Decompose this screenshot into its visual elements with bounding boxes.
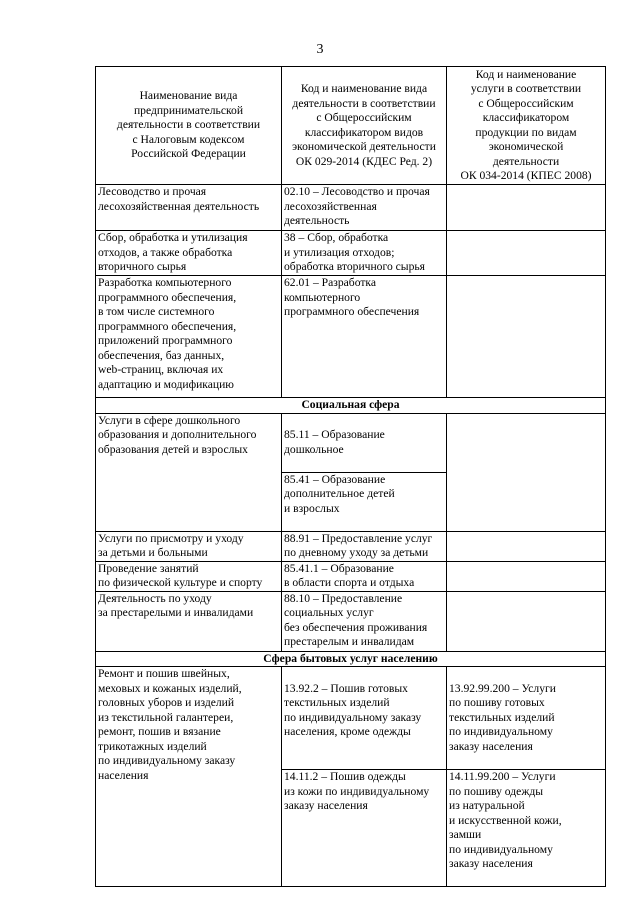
section-title-social: Социальная сфера [96,398,606,414]
table-row [96,276,606,398]
okved-cell: 38 – Сбор, обработка и утилизация отходов; обработка вторичного сырья [282,231,447,276]
table-row [96,231,606,276]
section-title-household: Сфера бытовых услуг населению [96,651,606,667]
header-okved: Код и наименование вида деятельности в соответствии с Общероссийским классификатором видов экономической деятельности ОК 029-2014 (КДЕС Ред. 2) [282,67,447,185]
activity-cell: Лесоводство и прочая лесохозяйственная деятельность [96,185,282,231]
header-activity: Наименование вида предпринимательской деятельности в соответствии с Налоговым кодексом Российской Федерации [96,67,282,185]
header-okpd: Код и наименование услуги в соответствии с Общероссийским классификатором продукции по видам экономической деятельности ОК 034-2014 (КПЕС 2008) [447,67,606,185]
activity-table [95,66,606,887]
okved-entry: 13.92.2 – Пошив готовых текстильных изделий по индивидуальному заказу населения, кроме одежды [284,681,422,738]
okved-cell [282,413,447,531]
table-row [96,561,606,591]
activity-cell: Сбор, обработка и утилизация отходов, а также обработка вторичного сырья [96,231,282,276]
okpd-cell [447,276,606,398]
table-header-row [96,67,606,185]
activity-cell: Проведение занятий по физической культуре и спорту [96,561,282,591]
activity-cell: Разработка компьютерного программного обеспечения, в том числе системного программного обеспечения, приложений программного обеспечения, баз данных, web-страниц, включая их адаптацию и модификацию [96,276,282,398]
table-row [96,667,606,887]
section-header-row [96,651,606,667]
page-number: 3 [316,42,324,57]
okved-entry: 85.11 – Образование дошкольное [284,428,385,456]
okved-cell: 62.01 – Разработка компьютерного программного обеспечения [282,276,447,398]
table-row [96,531,606,561]
okpd-cell [447,413,606,531]
okpd-cell [447,185,606,231]
table-row [96,413,606,531]
okved-cell: 88.10 – Предоставление социальных услуг без обеспечения проживания престарелым и инвалидам [282,591,447,651]
activity-cell: Услуги по присмотру и уходу за детьми и больными [96,531,282,561]
okpd-cell [447,231,606,276]
okved-cell [282,667,447,887]
okved-entry: 14.11.2 – Пошив одежды из кожи по индивидуальному заказу населения [282,769,446,814]
okpd-entry: 14.11.99.200 – Услуги по пошиву одежды из натуральной и искусственной кожи, замши по индивидуальному заказу населения [447,769,605,872]
okpd-entry: 13.92.99.200 – Услуги по пошиву готовых текстильных изделий по индивидуальному заказу населения [449,681,556,753]
okpd-cell [447,561,606,591]
okpd-cell [447,531,606,561]
okpd-cell [447,667,606,887]
activity-cell: Ремонт и пошив швейных, меховых и кожаных изделий, головных уборов и изделий из текстильной галантереи, ремонт, пошив и вязание трикотажных изделий по индивидуальному заказу населения [96,667,282,887]
activity-cell: Услуги в сфере дошкольного образования и дополнительного образования детей и взрослых [96,413,282,531]
okved-entry: 85.41 – Образование дополнительное детей и взрослых [282,472,446,517]
section-header-row [96,398,606,414]
table-row [96,185,606,231]
activity-cell: Деятельность по уходу за престарелыми и инвалидами [96,591,282,651]
okved-cell: 02.10 – Лесоводство и прочая лесохозяйственная деятельность [282,185,447,231]
okved-cell: 88.91 – Предоставление услуг по дневному уходу за детьми [282,531,447,561]
okved-cell: 85.41.1 – Образование в области спорта и отдыха [282,561,447,591]
table-row [96,591,606,651]
okpd-cell [447,591,606,651]
